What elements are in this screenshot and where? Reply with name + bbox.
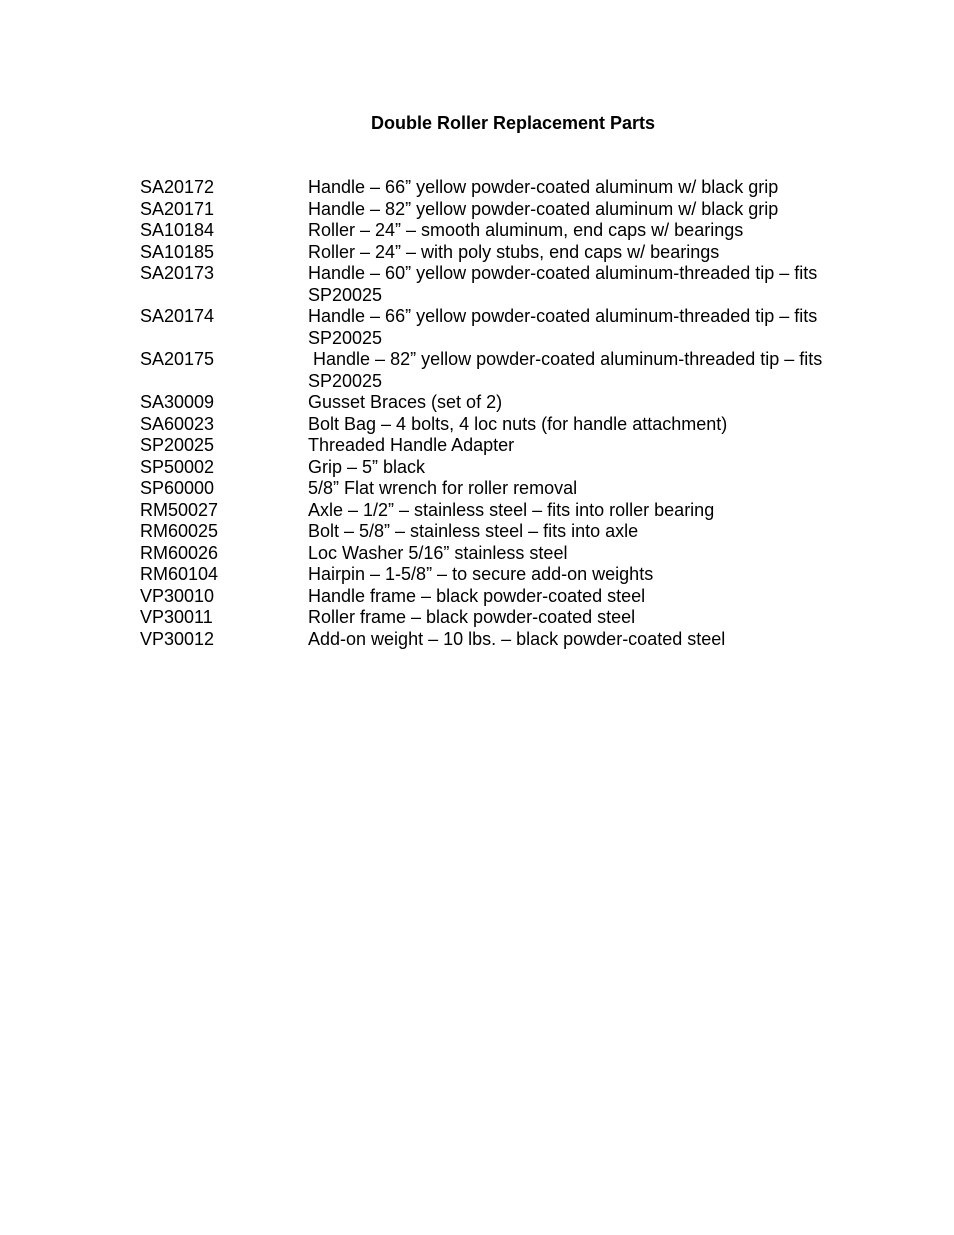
part-description: Axle – 1/2” – stainless steel – fits into roller bearing (308, 499, 715, 520)
part-row (140, 199, 860, 221)
part-description: Bolt Bag – 4 bolts, 4 loc nuts (for handle attachment) (308, 413, 728, 434)
part-row (140, 349, 860, 392)
part-number: VP30012 (140, 628, 215, 649)
document-title: Double Roller Replacement Parts (370, 113, 656, 133)
part-row (140, 586, 860, 608)
part-description: Handle – 82” yellow powder-coated aluminum w/ black grip (308, 198, 779, 219)
part-number: VP30010 (140, 585, 215, 606)
part-row (140, 543, 860, 565)
part-number: SA10185 (140, 241, 215, 262)
part-number: SA30009 (140, 392, 215, 412)
part-description: Roller – 24” – with poly stubs, end caps w/ bearings (308, 241, 720, 262)
part-row (140, 521, 860, 543)
part-description: Threaded Handle Adapter (308, 435, 515, 455)
part-description: Roller – 24” – smooth aluminum, end caps w/ bearings (308, 220, 744, 240)
part-row (140, 392, 860, 414)
part-number: SP60000 (140, 478, 215, 498)
part-number: RM60104 (140, 564, 219, 584)
part-row (140, 500, 860, 522)
part-row (140, 564, 860, 586)
part-description: Handle frame – black powder-coated steel (308, 585, 646, 606)
part-row (140, 242, 860, 264)
part-description: 5/8” Flat wrench for roller removal (308, 478, 578, 498)
part-description: Gusset Braces (set of 2) (308, 392, 503, 412)
part-row (140, 177, 860, 199)
part-number: SA20173 (140, 263, 215, 283)
part-description: Add-on weight – 10 lbs. – black powder-coated steel (308, 628, 726, 649)
part-description: Handle – 66” yellow powder-coated aluminum w/ black grip (308, 177, 779, 197)
part-description: Roller frame – black powder-coated steel (308, 607, 636, 627)
part-row (140, 435, 860, 457)
part-number: SP20025 (140, 435, 215, 455)
part-description: Handle – 66” yellow powder-coated aluminum-threaded tip – fits SP20025 (308, 306, 818, 348)
part-row (140, 263, 860, 306)
part-row (140, 607, 860, 629)
part-description: Grip – 5” black (308, 456, 426, 477)
part-row (140, 629, 860, 651)
part-row (140, 478, 860, 500)
parts-list (140, 177, 860, 650)
part-number: SA20172 (140, 177, 215, 197)
part-number: SA10184 (140, 220, 215, 240)
part-number: RM60026 (140, 542, 219, 563)
part-row (140, 306, 860, 349)
part-number: SA20174 (140, 306, 215, 326)
part-number: SA60023 (140, 413, 215, 434)
part-row (140, 414, 860, 436)
part-number: SA20171 (140, 198, 215, 219)
part-number: SA20175 (140, 349, 215, 369)
part-description: Handle – 82” yellow powder-coated aluminum-threaded tip – fits SP20025 (308, 349, 823, 391)
part-row (140, 457, 860, 479)
part-number: RM60025 (140, 521, 219, 541)
part-description: Hairpin – 1-5/8” – to secure add-on weights (308, 564, 654, 584)
part-description: Loc Washer 5/16” stainless steel (308, 542, 568, 563)
part-row (140, 220, 860, 242)
part-description: Bolt – 5/8” – stainless steel – fits into axle (308, 521, 639, 541)
part-number: RM50027 (140, 499, 219, 520)
part-number: VP30011 (140, 607, 213, 627)
part-description: Handle – 60” yellow powder-coated aluminum-threaded tip – fits SP20025 (308, 263, 818, 305)
part-number: SP50002 (140, 456, 215, 477)
